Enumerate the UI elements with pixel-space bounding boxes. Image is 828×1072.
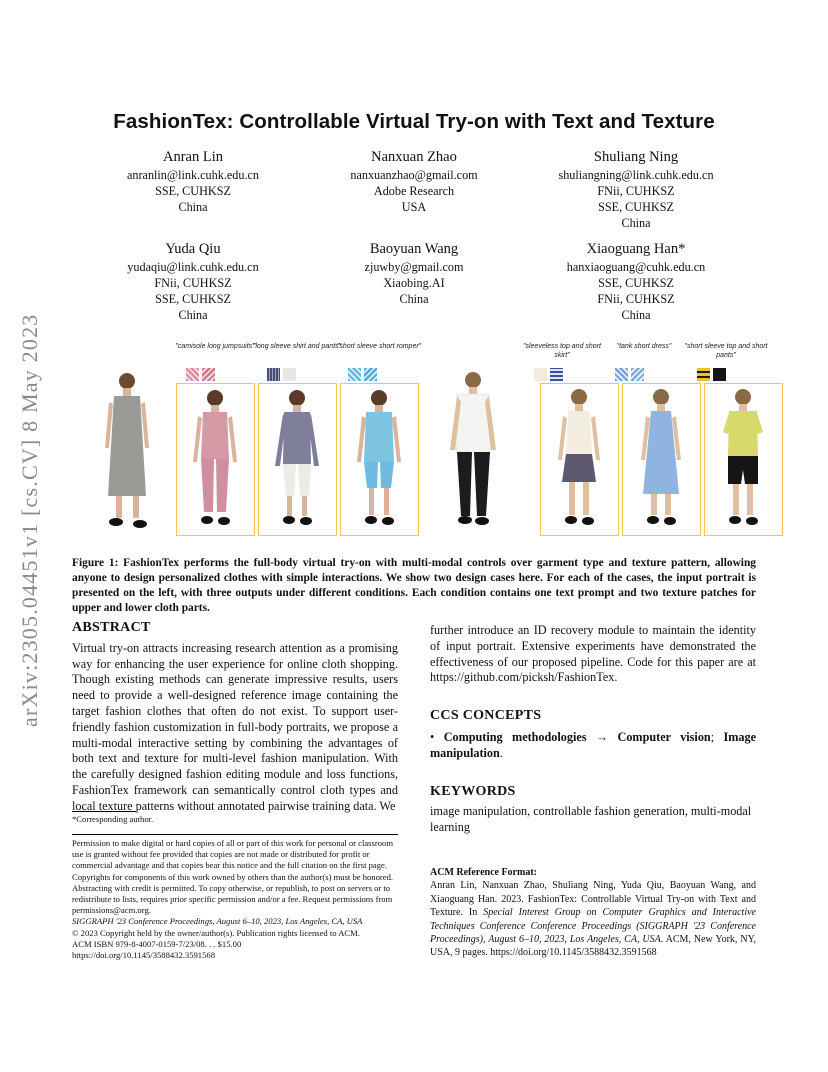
doi-line: https://doi.org/10.1145/3588432.3591568 <box>72 950 215 961</box>
copyright-line: © 2023 Copyright held by the owner/author(s). Publication rights licensed to ACM. <box>72 927 360 938</box>
author-name: Shuliang Ning <box>593 149 679 165</box>
output-person-jumpsuit <box>177 384 253 534</box>
paper-title: FashionTex: Controllable Virtual Try-on with Text and Texture <box>113 110 715 133</box>
ccs-bullet: • <box>430 729 435 744</box>
footnote: *Corresponding author. <box>72 814 154 824</box>
ccs-separator: ; <box>710 729 724 744</box>
author-name: Yuda Qiu <box>165 241 221 257</box>
acm-reference-text <box>430 879 756 959</box>
author-affiliation: SSE, CUHKSZ <box>598 276 674 290</box>
arxiv-stamp: arXiv:2305.04451v1 [cs.CV] 8 May 2023 <box>17 313 42 727</box>
author-country: China <box>621 308 651 322</box>
author-country: China <box>399 292 429 306</box>
author-name: Baoyuan Wang <box>369 241 459 257</box>
texture-patch-lower <box>550 368 563 381</box>
output-panel <box>340 383 419 536</box>
ccs-term: Computing methodologies <box>443 729 587 744</box>
input-portrait-man <box>440 368 506 533</box>
author-email: anranlin@link.cuhk.edu.cn <box>126 168 260 182</box>
texture-patch-upper <box>615 368 628 381</box>
acm-reference-venue: Special Interest Group on Computer Graphics and Interactive Techniques Conference Conference Proceedings (SIGGRAPH '23 Conference Proceedings), August 6–10, 2023, Los Angeles, CA, USA <box>430 907 756 946</box>
permission-block <box>72 838 398 961</box>
texture-patch-upper <box>348 368 361 381</box>
ccs-arrow: → <box>586 729 618 744</box>
author-block <box>83 148 303 215</box>
ccs-end: . <box>499 745 503 760</box>
author-name: Nanxuan Zhao <box>371 149 457 165</box>
texture-patch-upper <box>534 368 547 381</box>
output-person-tank-dress <box>623 384 699 534</box>
author-block <box>83 240 303 323</box>
abstract-heading: ABSTRACT <box>72 620 151 635</box>
texture-patch-upper <box>267 368 280 381</box>
author-email: yudaqiu@link.cuhk.edu.cn <box>127 260 259 274</box>
condition-prompt: "short sleeve short romper" <box>336 343 422 350</box>
keywords-text: image manipulation, controllable fashion generation, multi-modal learning <box>430 803 752 834</box>
output-panel <box>704 383 783 536</box>
ccs-term: Image manipulation <box>430 729 756 760</box>
output-person-shirt-pants <box>259 384 335 534</box>
permission-text: Permission to make digital or hard copies of all or part of this work for personal or classroom use is granted without fee provided that copies are not made or distributed for profit or commercial advantage and that copies bear this notice and the full citation on the first page. Copyrights for components of this work owned by others than the author(s) must be honored. Abstracting with credit is permitted. To copy otherwise, or republish, to post on servers or to redistribute to lists, requires prior specific permission and/or a fee. Request permissions from permissions@acm.org. <box>72 838 394 916</box>
condition-prompt: "tank short dress" <box>616 343 672 350</box>
author-affiliation: SSE, CUHKSZ <box>155 184 231 198</box>
abstract-text: Virtual try-on attracts increasing research attention as a promising way for enhancing the user experience for online cloth shopping. Though existing methods can generate impressive results, users need to provide a well-designed reference image containing the target fashion clothes that often do not exist. To support user-friendly fashion customization in full-body portraits, we propose a multi-modal interactive setting by combining the advantages of both text and texture for multi-level fashion manipulation. With the carefully designed fashion editing module and loss functions, FashionTex framework can semantically control cloth types and local texture patterns without annotated pairwise training data. We <box>72 640 398 813</box>
keywords-heading: KEYWORDS <box>430 784 516 799</box>
texture-patch-upper <box>186 368 199 381</box>
output-person-tshirt-shorts <box>705 384 781 534</box>
acm-reference-heading: ACM Reference Format: <box>430 867 537 878</box>
abstract-continued: further introduce an ID recovery module to maintain the identity of input portrait. Extensive experiments have demonstrated the effectiveness of our proposed pipeline. Code for this paper are at https://github.com/picksh/FashionTex. <box>430 623 756 685</box>
texture-patch-upper <box>697 368 710 381</box>
author-affiliation: SSE, CUHKSZ <box>598 200 674 214</box>
conference-line: SIGGRAPH '23 Conference Proceedings, August 6–10, 2023, Los Angeles, CA, USA <box>72 916 363 927</box>
acm-reference <box>430 866 756 960</box>
ccs-heading: CCS CONCEPTS <box>430 708 542 723</box>
author-email: nanxuanzhao@gmail.com <box>350 168 478 182</box>
permission-rule <box>72 834 398 835</box>
author-block <box>304 148 524 215</box>
texture-patch-lower <box>202 368 215 381</box>
output-panel <box>176 383 255 536</box>
condition-prompt: "sleeveless top and short skirt" <box>523 343 601 359</box>
footnote-rule <box>72 811 136 812</box>
texture-patch-lower <box>364 368 377 381</box>
author-name: Xiaoguang Han* <box>586 241 686 257</box>
author-email: hanxiaoguang@cuhk.edu.cn <box>566 260 706 274</box>
author-affiliation: FNii, CUHKSZ <box>597 184 675 198</box>
condition-prompt: "long sleeve shirt and pants" <box>252 343 342 350</box>
author-name: Anran Lin <box>163 149 223 165</box>
texture-patch-lower <box>631 368 644 381</box>
author-block <box>526 240 746 323</box>
author-country: USA <box>401 200 427 214</box>
ccs-term: Computer vision <box>617 729 711 744</box>
keywords-section <box>430 784 756 835</box>
texture-patch-lower <box>283 368 296 381</box>
condition-prompt: "short sleeve top and short pants" <box>684 343 768 359</box>
acm-reference-tail: . ACM, New York, NY, USA, 9 pages. https://doi.org/10.1145/3588432.3591568 <box>430 934 757 959</box>
output-panel <box>540 383 619 536</box>
author-block <box>526 148 746 231</box>
texture-patch-lower <box>713 368 726 381</box>
input-portrait-woman <box>94 368 160 533</box>
author-email: shuliangning@link.cuhk.edu.cn <box>558 168 714 182</box>
author-block <box>304 240 524 307</box>
abstract-section <box>72 620 398 815</box>
teaser-figure <box>72 338 784 540</box>
author-affiliation: Adobe Research <box>373 184 455 198</box>
condition-prompt: "camisole long jumpsuits" <box>175 343 255 350</box>
output-panel <box>258 383 337 536</box>
ccs-text <box>430 730 756 762</box>
isbn-line: ACM ISBN 979-8-4007-0159-7/23/08. . . $15.00 <box>72 938 242 949</box>
author-affiliation: FNii, CUHKSZ <box>597 292 675 306</box>
ccs-section <box>430 708 756 761</box>
author-country: China <box>178 200 208 214</box>
author-affiliation: FNii, CUHKSZ <box>154 276 232 290</box>
figure-caption: Figure 1: FashionTex performs the full-body virtual try-on with multi-modal controls over garment type and texture pattern, allowing anyone to design personalized clothes with simple interactions. We show two design cases here. For each of the cases, the input portrait is presented on the left, with three outputs under different conditions. Each condition contains one text prompt and two texture patches for upper and lower cloth parts. <box>72 557 756 614</box>
author-affiliation: SSE, CUHKSZ <box>155 292 231 306</box>
acm-reference-authors: Anran Lin, Nanxuan Zhao, Shuliang Ning, Yuda Qiu, Baoyuan Wang, and Xiaoguang Han. 2023. FashionTex: Controllable Virtual Try-on with Text and Texture. In <box>430 880 756 919</box>
output-person-top-skirt <box>541 384 617 534</box>
output-person-romper <box>341 384 417 534</box>
author-email: zjuwby@gmail.com <box>364 260 464 274</box>
author-country: China <box>178 308 208 322</box>
author-affiliation: Xiaobing.AI <box>383 276 445 290</box>
output-panel <box>622 383 701 536</box>
author-country: China <box>621 216 651 230</box>
